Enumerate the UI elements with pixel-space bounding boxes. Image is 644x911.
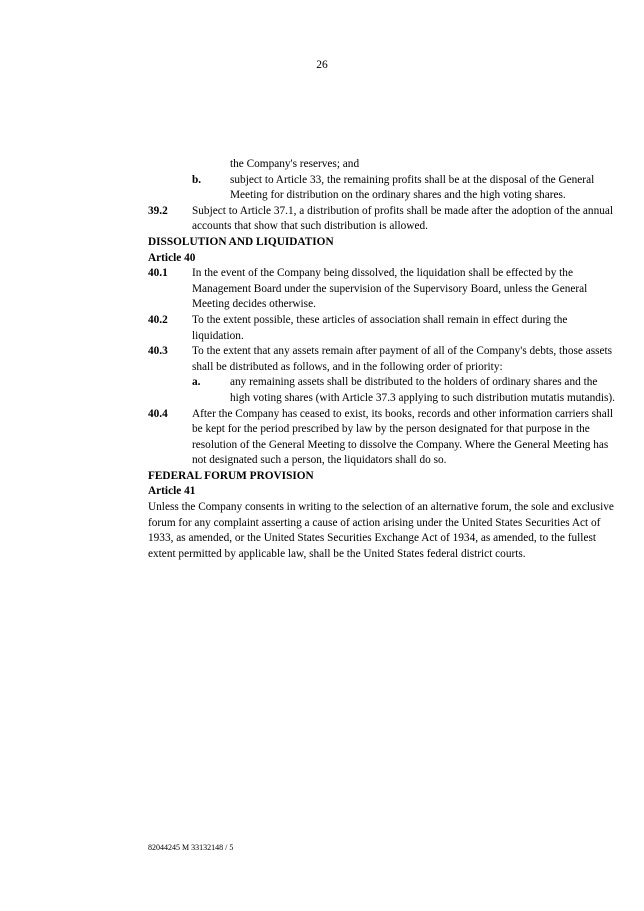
article-41-text: Unless the Company consents in writing to the selection of an alternative forum, the sole and exclusive forum for any complaint asserting a cause of action arising under the United States Securities Act of 1933, as amended, or the United States Securities Exchange Act of 1934, as amended, to the fullest extent permitted by applicable law, shall be the United States federal district courts. xyxy=(148,501,614,560)
clause-40-1-number: 40.1 xyxy=(148,267,168,280)
clause-40-4-number: 40.4 xyxy=(148,407,168,420)
clause-40-3 xyxy=(148,344,620,375)
clause-39-2-text: Subject to Article 37.1, a distribution of profits shall be made after the adoption of the annual accounts that show that such distribution is allowed. xyxy=(192,204,614,233)
section-heading-dissolution: DISSOLUTION AND LIQUIDATION xyxy=(148,235,334,248)
clause-40-4-text: After the Company has ceased to exist, its books, records and other information carriers shall be kept for the period prescribed by law by the person designated for that purpose in the resolution of the General Meeting to dissolve the Company. Where the General Meeting has not designated such a person, the liquidators shall do so. xyxy=(192,407,614,467)
list-item-a-label: a. xyxy=(192,376,201,389)
clause-39-2 xyxy=(148,204,620,235)
article-40-heading: Article 40 xyxy=(148,251,196,264)
document-body xyxy=(148,157,620,562)
list-item-b xyxy=(148,173,620,204)
document-footer-reference: 82044245 M 33132148 / 5 xyxy=(148,843,234,852)
clause-40-2-text: To the extent possible, these articles of association shall remain in effect during the liquidation. xyxy=(192,313,568,342)
clause-40-2-number: 40.2 xyxy=(148,313,168,326)
list-item-a xyxy=(148,375,620,406)
section-heading-forum: FEDERAL FORUM PROVISION xyxy=(148,469,314,482)
list-item-a-text: any remaining assets shall be distributed to the holders of ordinary shares and the high voting shares (with Article 37.3 applying to such distribution mutatis mutandis). xyxy=(230,376,615,404)
clause-40-3-number: 40.3 xyxy=(148,345,168,358)
clause-40-1-text: In the event of the Company being dissolved, the liquidation shall be effected by the Management Board under the supervision of the Supervisory Board, unless the General Meeting decides otherwise. xyxy=(192,267,588,311)
list-item-b-text: subject to Article 33, the remaining profits shall be at the disposal of the General Meeting for distribution on the ordinary shares and the high voting shares. xyxy=(230,173,595,202)
clause-40-2 xyxy=(148,313,620,344)
clause-40-4 xyxy=(148,407,620,469)
clause-40-1 xyxy=(148,266,620,313)
article-41-heading: Article 41 xyxy=(148,485,196,498)
list-item-b-label: b. xyxy=(192,173,202,186)
continuation-text: the Company's reserves; and xyxy=(230,158,360,170)
clause-39-2-number: 39.2 xyxy=(148,204,168,217)
clause-40-3-text: To the extent that any assets remain after payment of all of the Company's debts, those assets shall be distributed as follows, and in the following order of priority: xyxy=(192,345,613,373)
page-number: 26 xyxy=(316,59,328,71)
